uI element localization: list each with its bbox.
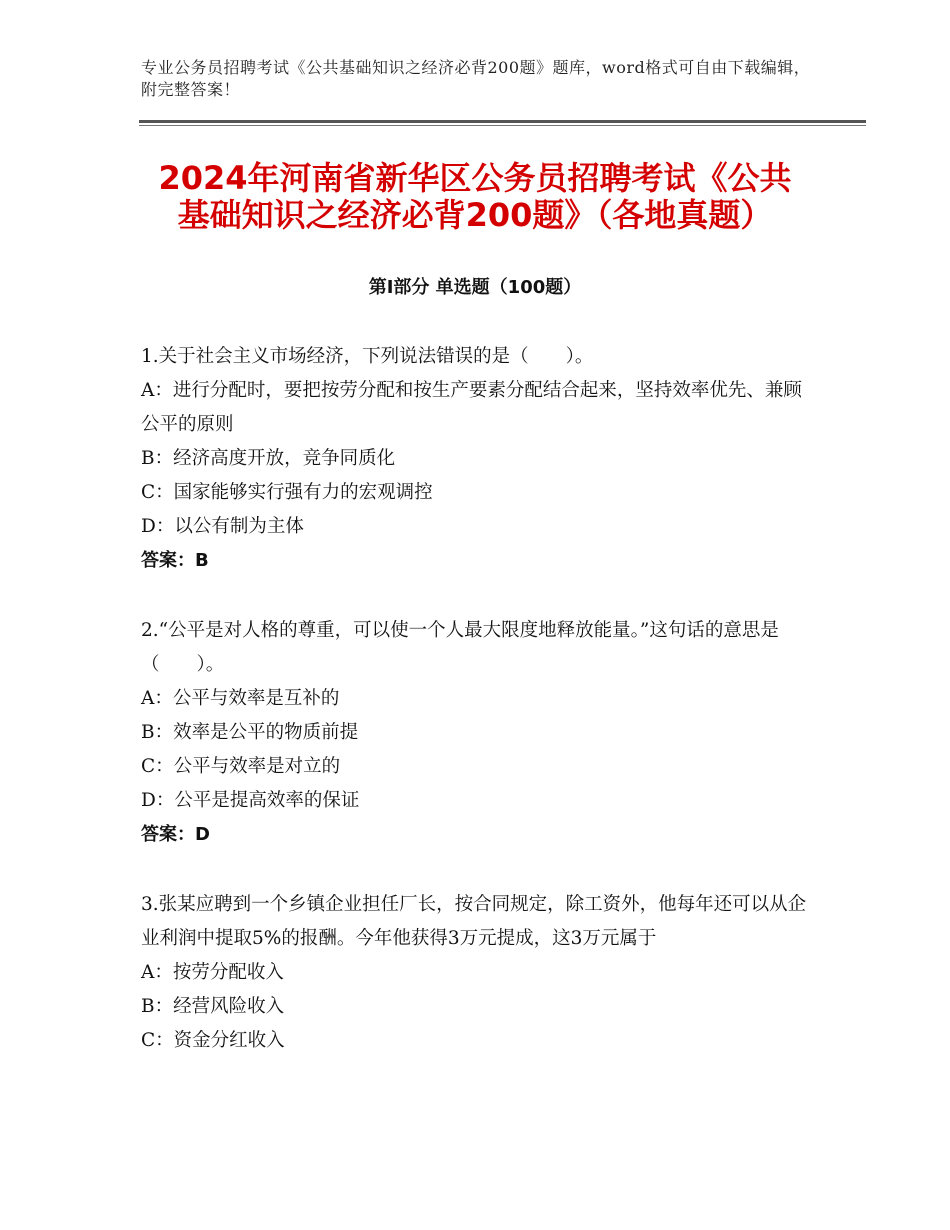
header-divider-thin <box>139 125 866 126</box>
option-d: D：公平是提高效率的保证 <box>141 790 360 811</box>
header-divider <box>139 120 866 123</box>
question-stem: 3.张某应聘到一个乡镇企业担任厂长，按合同规定，除工资外，他每年还可以从企业利润中提取5%的报酬。今年他获得3万元提成，这3万元属于 <box>141 894 807 949</box>
option-a: A：公平与效率是互补的 <box>141 688 340 709</box>
option-a: A：进行分配时，要把按劳分配和按生产要素分配结合起来，坚持效率优先、兼顾公平的原则 <box>141 380 802 435</box>
option-b: B：经济高度开放，竞争同质化 <box>141 448 396 469</box>
answer: 答案：B <box>141 550 209 571</box>
section-title: 第Ⅰ部分 单选题（100题） <box>368 277 582 298</box>
question-stem: 1.关于社会主义市场经济，下列说法错误的是（ ）。 <box>141 346 594 367</box>
question-stem: 2.“公平是对人格的尊重，可以使一个人最大限度地释放能量。”这句话的意思是（ ）。 <box>141 620 779 675</box>
option-b: B：效率是公平的物质前提 <box>141 722 359 743</box>
option-b: B：经营风险收入 <box>141 996 285 1017</box>
option-d: D：以公有制为主体 <box>141 516 304 537</box>
header-note: 专业公务员招聘考试《公共基础知识之经济必背200题》题库，word格式可自由下载编辑，附完整答案！ <box>141 58 811 99</box>
answer: 答案：D <box>141 824 210 845</box>
option-c: C：公平与效率是对立的 <box>141 756 341 777</box>
question-2 <box>141 614 811 852</box>
title-line-2: 基础知识之经济必背200题》（各地真题） <box>177 196 773 234</box>
option-c: C：资金分红收入 <box>141 1030 285 1051</box>
question-3 <box>141 888 811 1058</box>
option-a: A：按劳分配收入 <box>141 962 284 983</box>
question-1 <box>141 340 811 578</box>
title-line-1: 2024年河南省新华区公务员招聘考试《公共 <box>158 159 792 197</box>
document-title <box>110 160 840 234</box>
option-c: C：国家能够实行强有力的宏观调控 <box>141 482 433 503</box>
